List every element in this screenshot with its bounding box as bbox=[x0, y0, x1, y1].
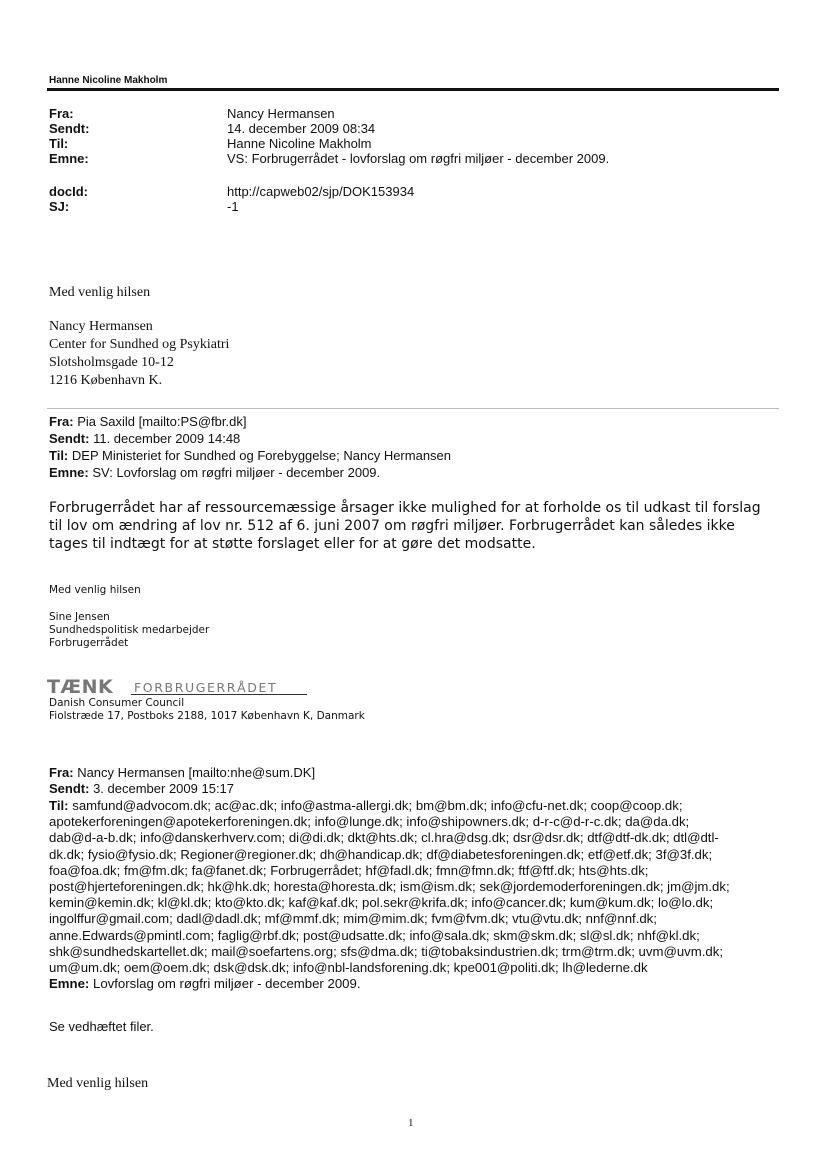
field-label: Emne: bbox=[49, 976, 90, 992]
recipient-line: anne.Edwards@pmintl.com; faglig@rbf.dk; post@udsatte.dk; info@sala.dk; skm@skm.dk; sl@sl.dk; nhf@kl.dk; bbox=[49, 927, 700, 943]
forbrugerraadet-logo-text: FORBRUGERRÅDET bbox=[134, 680, 278, 695]
greeting: Med venlig hilsen bbox=[49, 285, 151, 300]
message-separator bbox=[47, 408, 779, 409]
field-label: Sendt: bbox=[49, 781, 90, 796]
recipient-line: post@hjerteforeningen.dk; hk@hk.dk; horesta@horesta.dk; ism@ism.dk; sek@jordemoderforeningen.dk; jm@jm.dk; bbox=[49, 879, 730, 895]
forward-subject bbox=[49, 465, 380, 480]
outer-header-sent bbox=[49, 121, 375, 136]
org-name: Danish Consumer Council bbox=[49, 697, 185, 709]
outer-header-to bbox=[49, 136, 372, 151]
recipient-line: um@um.dk; oem@oem.dk; dsk@dsk.dk; info@nbl-landsforening.dk; kpe001@politi.dk; lh@lederne.dk bbox=[49, 960, 648, 976]
org-address: Fiolstræde 17, Postboks 2188, 1017 København K, Danmark bbox=[49, 710, 365, 722]
header-label: Fra: bbox=[49, 106, 74, 121]
original-subject bbox=[49, 976, 777, 992]
forward-signature-name: Sine Jensen bbox=[49, 611, 110, 623]
body-line: til lov om ændring af lov nr. 512 af 6. juni 2007 om røgfri miljøer. Forbrugerrådet kan således ikke bbox=[49, 518, 735, 534]
header-value: 14. december 2009 08:34 bbox=[227, 121, 376, 136]
header-label: Til: bbox=[49, 136, 69, 151]
recipient-line bbox=[49, 798, 777, 814]
recipient-line: dk.dk; fysio@fysio.dk; Regioner@regioner.dk; dh@handicap.dk; df@diabetesforeningen.dk; etf@etf.dk; 3f@3f.dk; bbox=[49, 846, 713, 862]
header-value: Nancy Hermansen bbox=[227, 106, 335, 121]
body-line: Forbrugerrådet har af ressourcemæssige årsager ikke mulighed for at forholde os til udkast til forslag bbox=[49, 500, 761, 516]
recipient-line: foa@foa.dk; fm@fm.dk; fa@fanet.dk; Forbrugerrådet; hf@fadl.dk; fmn@fmn.dk; ftf@ftf.dk; hts@hts.dk; bbox=[49, 862, 649, 878]
header-label: docId: bbox=[49, 184, 88, 199]
recipient-line: ingolffur@gmail.com; dadl@dadl.dk; mf@mmf.dk; mim@mim.dk; fvm@fvm.dk; vtu@vtu.dk; nnf@nnf.dk; bbox=[49, 911, 657, 927]
signature-street: Slotsholmsgade 10-12 bbox=[49, 355, 174, 370]
outer-header-docid bbox=[49, 184, 414, 199]
recipient-line: kemin@kemin.dk; kl@kl.dk; kto@kto.dk; kaf@kaf.dk; pol.sekr@krifa.dk; info@cancer.dk; kum@kum.dk; lo@lo.dk; bbox=[49, 895, 714, 911]
body-line: tages til indtægt for at støtte forslaget eller for at gøre det modsatte. bbox=[49, 536, 536, 552]
forward-greeting: Med venlig hilsen bbox=[49, 584, 141, 596]
forward-to-value: DEP Ministeriet for Sundhed og Forebyggelse; Nancy Hermansen bbox=[71, 448, 452, 463]
recipient-line: apotekerforeningen@apotekerforeningen.dk; info@lunge.dk; info@shipowners.dk; d-r-c@d-r-c.dk; da@da.dk; bbox=[49, 814, 690, 830]
forward-sent bbox=[49, 431, 240, 446]
taenk-logo: TÆNK bbox=[47, 676, 114, 698]
header-value: -1 bbox=[227, 199, 239, 214]
page-number: 1 bbox=[408, 1117, 414, 1129]
field-label: Emne: bbox=[49, 465, 89, 480]
field-label: Fra: bbox=[49, 765, 74, 780]
field-label: Fra: bbox=[49, 414, 74, 429]
signature-name: Nancy Hermansen bbox=[49, 319, 153, 334]
forward-body bbox=[49, 499, 769, 553]
forward-from-value: Pia Saxild [mailto:PS@fbr.dk] bbox=[77, 414, 247, 429]
recipient-text: samfund@advocom.dk; ac@ac.dk; info@astma-allergi.dk; bm@bm.dk; info@cfu-net.dk; coop@coop.dk; bbox=[72, 798, 683, 813]
forward-sent-value: 11. december 2009 14:48 bbox=[93, 431, 241, 446]
original-from-value: Nancy Hermansen [mailto:nhe@sum.DK] bbox=[77, 765, 316, 780]
outer-header-from bbox=[49, 106, 335, 121]
field-label: Til: bbox=[49, 448, 69, 463]
outer-header-subject bbox=[49, 151, 609, 166]
header-value: http://capweb02/sjp/DOK153934 bbox=[227, 184, 415, 199]
signature-city: 1216 København K. bbox=[49, 373, 163, 388]
original-from bbox=[49, 765, 315, 780]
forward-to bbox=[49, 448, 451, 463]
header-value: VS: Forbrugerrådet - lovforslag om røgfri miljøer - december 2009. bbox=[227, 151, 610, 166]
original-subject-value: Lovforslag om røgfri miljøer - december 2009. bbox=[92, 976, 361, 992]
header-label: Sendt: bbox=[49, 121, 90, 136]
recipient-line: shk@sundhedskartellet.dk; mail@soefartens.org; sfs@dma.dk; ti@tobaksindustrien.dk; trm@trm.dk; uvm@uvm.dk; bbox=[49, 943, 723, 959]
forward-subject-value: SV: Lovforslag om røgfri miljøer - december 2009. bbox=[92, 465, 381, 480]
original-sent bbox=[49, 781, 234, 796]
field-label: Sendt: bbox=[49, 431, 90, 446]
header-label: Emne: bbox=[49, 151, 89, 166]
logo-underline bbox=[131, 694, 307, 695]
header-label: SJ: bbox=[49, 199, 70, 214]
recipient-line: dab@d-a-b.dk; info@danskerhverv.com; di@di.dk; dkt@hts.dk; cl.hra@dsg.dk; dsr@dsr.dk; dtf@dtf-dk.dk; dtl@dtl- bbox=[49, 830, 719, 846]
original-recipients bbox=[49, 798, 777, 992]
header-value: Hanne Nicoline Makholm bbox=[227, 136, 372, 151]
signature-department: Center for Sundhed og Psykiatri bbox=[49, 337, 230, 352]
outer-header-sj bbox=[49, 199, 239, 214]
forward-signature-org: Forbrugerrådet bbox=[49, 637, 129, 649]
forward-signature-title: Sundhedspolitisk medarbejder bbox=[49, 624, 210, 636]
original-sent-value: 3. december 2009 15:17 bbox=[93, 781, 235, 796]
sender-header: Hanne Nicoline Makholm bbox=[49, 75, 168, 86]
original-greeting: Med venlig hilsen bbox=[47, 1076, 149, 1091]
original-body: Se vedhæftet filer. bbox=[49, 1019, 154, 1034]
field-label: Til: bbox=[49, 798, 69, 813]
header-rule bbox=[47, 88, 779, 91]
forward-from bbox=[49, 414, 246, 429]
